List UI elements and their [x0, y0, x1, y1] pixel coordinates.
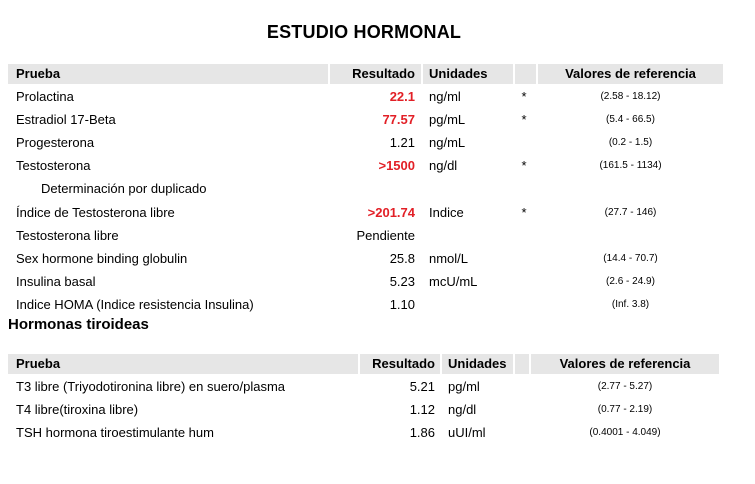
cell-prueba: Testosterona libre — [16, 227, 119, 243]
header-resultado: Resultado — [352, 66, 415, 81]
table-row — [8, 294, 723, 316]
cell-referencia: (2.6 - 24.9) — [606, 275, 655, 287]
cell-referencia: (0.4001 - 4.049) — [589, 427, 661, 438]
cell-unidades: uUI/ml — [448, 425, 486, 440]
cell-marca — [514, 399, 528, 421]
cell-resultado: 1.86 — [409, 425, 435, 440]
cell-prueba: Estradiol 17-Beta — [16, 112, 116, 128]
cell-referencia: (0.2 - 1.5) — [608, 137, 653, 149]
table-row — [8, 399, 719, 421]
cell-marca — [514, 422, 528, 444]
table-row — [8, 422, 719, 444]
cell-marca — [517, 294, 531, 316]
page-title: ESTUDIO HORMONAL — [266, 22, 462, 42]
table-row — [8, 248, 723, 270]
table-row — [8, 271, 723, 293]
cell-marca — [517, 271, 531, 293]
cell-referencia: (14.4 - 70.7) — [603, 252, 658, 264]
cell-resultado: >201.74 — [367, 204, 415, 220]
cell-resultado: 22.1 — [389, 89, 415, 104]
cell-referencia: (27.7 - 146) — [604, 206, 657, 218]
table-row — [8, 109, 723, 131]
cell-prueba: Índice de Testosterona libre — [16, 204, 175, 220]
cell-unidades: Indice — [429, 204, 464, 220]
table-row — [8, 225, 723, 247]
cell-referencia: (5.4 - 66.5) — [606, 114, 655, 126]
cell-referencia — [538, 225, 723, 247]
cell-resultado: 5.23 — [389, 273, 415, 289]
header-unidades: Unidades — [448, 356, 507, 371]
cell-marca — [517, 178, 531, 200]
cell-marca — [514, 376, 528, 398]
cell-resultado: 5.21 — [409, 379, 435, 394]
cell-marca: * — [521, 204, 527, 220]
table-row — [8, 155, 723, 177]
cell-unidades: ng/ml — [429, 89, 461, 104]
table-row — [8, 202, 723, 224]
cell-prueba: Testosterona — [16, 158, 91, 174]
cell-marca: * — [521, 158, 527, 174]
cell-referencia: (2.58 - 18.12) — [600, 91, 661, 102]
table-row — [8, 376, 719, 398]
cell-marca: * — [521, 112, 527, 128]
header-referencia: Valores de referencia — [559, 356, 691, 371]
cell-marca — [517, 225, 531, 247]
cell-unidades: pg/mL — [429, 112, 466, 128]
header-referencia: Valores de referencia — [565, 66, 696, 81]
header-unidades: Unidades — [429, 66, 488, 81]
cell-marca — [517, 132, 531, 154]
cell-referencia: (Inf. 3.8) — [611, 298, 650, 310]
cell-unidades: pg/ml — [448, 379, 480, 394]
cell-marca: * — [521, 89, 527, 104]
table-row — [8, 86, 723, 108]
table-row — [8, 178, 723, 200]
cell-referencia: (2.77 - 5.27) — [597, 381, 653, 392]
cell-prueba: TSH hormona tiroestimulante hum — [16, 425, 214, 440]
cell-prueba: Sex hormone binding globulin — [16, 250, 188, 266]
cell-prueba: Determinación por duplicado — [41, 181, 207, 197]
section-title-tiroideas: Hormonas tiroideas — [8, 316, 149, 333]
cell-unidades: ng/dl — [429, 158, 458, 174]
table-row — [8, 132, 723, 154]
cell-prueba: T3 libre (Triyodotironina libre) en suero/plasma — [16, 379, 286, 394]
cell-referencia: (161.5 - 1134) — [599, 160, 662, 172]
cell-resultado — [330, 178, 415, 200]
header-prueba: Prueba — [16, 66, 61, 81]
cell-resultado: 25.8 — [389, 250, 415, 266]
cell-unidades: mcU/mL — [429, 273, 478, 289]
cell-prueba: Insulina basal — [16, 273, 96, 289]
table2-header — [8, 354, 719, 374]
cell-referencia — [538, 178, 723, 200]
cell-unidades: ng/dl — [448, 402, 477, 417]
header-prueba: Prueba — [16, 356, 61, 371]
header-resultado: Resultado — [372, 356, 435, 371]
cell-resultado: >1500 — [378, 158, 415, 174]
cell-unidades: nmol/L — [429, 250, 469, 266]
cell-referencia: (0.77 - 2.19) — [597, 404, 653, 415]
cell-marca — [517, 248, 531, 270]
table1-header — [8, 64, 723, 84]
cell-resultado: Pendiente — [356, 227, 415, 243]
cell-resultado: 77.57 — [382, 112, 415, 128]
cell-prueba: Indice HOMA (Indice resistencia Insulina) — [16, 296, 254, 312]
cell-resultado: 1.21 — [389, 135, 415, 151]
cell-resultado: 1.10 — [389, 296, 415, 312]
cell-unidades: ng/mL — [429, 135, 466, 151]
cell-prueba: Progesterona — [16, 135, 95, 151]
cell-prueba: Prolactina — [16, 89, 74, 104]
cell-prueba: T4 libre(tiroxina libre) — [16, 402, 139, 417]
cell-resultado: 1.12 — [409, 402, 435, 417]
